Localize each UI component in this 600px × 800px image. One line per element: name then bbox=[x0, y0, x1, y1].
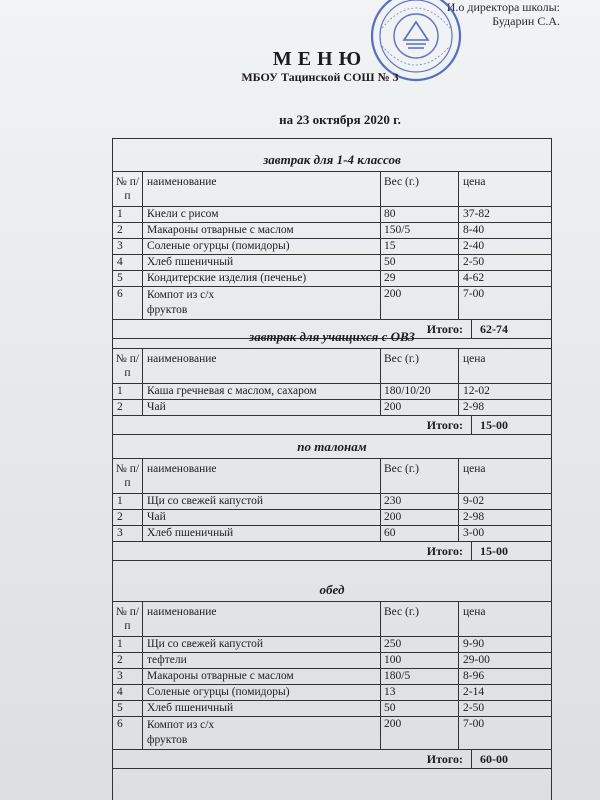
dish-weight: 200 bbox=[381, 717, 459, 749]
table-header bbox=[113, 349, 551, 384]
dish-price: 2-98 bbox=[463, 511, 485, 523]
row-number: 5 bbox=[113, 271, 143, 286]
table-row bbox=[113, 255, 551, 271]
dish-name: Щи со свежей капустой bbox=[143, 494, 381, 509]
total-value: 15-00 bbox=[471, 542, 551, 560]
section-total bbox=[113, 750, 551, 769]
dish-price: 2-98 bbox=[463, 401, 485, 413]
total-label: Итого: bbox=[426, 321, 463, 336]
dish-name: Чай bbox=[143, 400, 381, 415]
dish-name: Кондитерские изделия (печенье) bbox=[143, 271, 381, 286]
row-number: 2 bbox=[113, 400, 143, 415]
dish-price: 8-96 bbox=[463, 670, 485, 682]
total-label: Итого: bbox=[426, 543, 463, 558]
column-number-header: № п/п bbox=[113, 349, 143, 383]
dish-name: Хлеб пшеничный bbox=[143, 255, 381, 270]
dish-price: 37-82 bbox=[463, 208, 490, 220]
menu-section bbox=[113, 436, 551, 561]
menu-section bbox=[113, 326, 551, 435]
row-number: 3 bbox=[113, 239, 143, 254]
dish-price: 8-40 bbox=[463, 224, 485, 236]
column-number-header: № п/п bbox=[113, 602, 143, 636]
menu-section bbox=[113, 149, 551, 339]
dish-weight: 50 bbox=[381, 701, 459, 716]
table-row bbox=[113, 207, 551, 223]
dish-weight: 200 bbox=[381, 287, 459, 319]
table-row bbox=[113, 384, 551, 400]
column-weight-header: Вес (г.) bbox=[381, 172, 459, 206]
table-row bbox=[113, 669, 551, 685]
row-number: 1 bbox=[113, 637, 143, 652]
section-title: обед bbox=[113, 579, 551, 602]
table-row bbox=[113, 701, 551, 717]
section-title: по талонам bbox=[113, 436, 551, 459]
dish-name: Макароны отварные с маслом bbox=[143, 223, 381, 238]
table-row bbox=[113, 717, 551, 750]
dish-weight: 150/5 bbox=[381, 223, 459, 238]
dish-weight: 13 bbox=[381, 685, 459, 700]
table-header bbox=[113, 602, 551, 637]
total-value: 62-74 bbox=[471, 320, 551, 338]
dish-weight: 29 bbox=[381, 271, 459, 286]
dish-weight: 230 bbox=[381, 494, 459, 509]
table-row bbox=[113, 271, 551, 287]
row-number: 2 bbox=[113, 510, 143, 525]
row-number: 2 bbox=[113, 223, 143, 238]
dish-price: 7-00 bbox=[463, 288, 485, 300]
table-row bbox=[113, 223, 551, 239]
page-title: МЕНЮ bbox=[272, 48, 368, 70]
dish-name: Макароны отварные с маслом bbox=[143, 669, 381, 684]
approval-line-2: Бударин С.А. bbox=[492, 14, 560, 28]
column-number-header: № п/п bbox=[113, 459, 143, 493]
row-number: 4 bbox=[113, 685, 143, 700]
total-label: Итого: bbox=[426, 417, 463, 432]
table-header bbox=[113, 172, 551, 207]
dish-name: Щи со свежей капустой bbox=[143, 637, 381, 652]
dish-name: Компот из с/х фруктов bbox=[143, 717, 381, 749]
dish-price: 7-00 bbox=[463, 718, 485, 730]
row-number: 2 bbox=[113, 653, 143, 668]
row-number: 6 bbox=[113, 287, 143, 319]
table-row bbox=[113, 637, 551, 653]
dish-name: Соленые огурцы (помидоры) bbox=[143, 685, 381, 700]
section-total bbox=[113, 542, 551, 561]
dish-weight: 15 bbox=[381, 239, 459, 254]
dish-name: Кнели с рисом bbox=[143, 207, 381, 222]
dish-name: Чай bbox=[143, 510, 381, 525]
section-title: завтрак для 1-4 классов bbox=[113, 149, 551, 172]
column-weight-header: Вес (г.) bbox=[381, 349, 459, 383]
column-price-header: цена bbox=[463, 463, 486, 475]
column-name-header: наименование bbox=[143, 172, 381, 206]
dish-price: 2-14 bbox=[463, 686, 485, 698]
table-row bbox=[113, 400, 551, 416]
dish-price: 2-50 bbox=[463, 702, 485, 714]
dish-name: Каша гречневая с маслом, сахаром bbox=[143, 384, 381, 399]
table-row bbox=[113, 239, 551, 255]
dish-price: 3-00 bbox=[463, 527, 485, 539]
dish-weight: 180/5 bbox=[381, 669, 459, 684]
menu-date: на 23 октября 2020 г. bbox=[279, 112, 401, 127]
dish-name: Хлеб пшеничный bbox=[143, 701, 381, 716]
dish-name: Компот из с/х фруктов bbox=[143, 287, 381, 319]
table-header bbox=[113, 459, 551, 494]
column-name-header: наименование bbox=[143, 602, 381, 636]
row-number: 1 bbox=[113, 207, 143, 222]
table-row bbox=[113, 287, 551, 320]
dish-name: Соленые огурцы (помидоры) bbox=[143, 239, 381, 254]
column-price-header: цена bbox=[463, 606, 486, 618]
column-weight-header: Вес (г.) bbox=[381, 459, 459, 493]
row-number: 1 bbox=[113, 494, 143, 509]
row-number: 4 bbox=[113, 255, 143, 270]
dish-weight: 100 bbox=[381, 653, 459, 668]
approval-line-1: И.о директора школы: bbox=[446, 0, 560, 14]
table-row bbox=[113, 510, 551, 526]
dish-weight: 250 bbox=[381, 637, 459, 652]
column-price-header: цена bbox=[463, 353, 486, 365]
column-weight-header: Вес (г.) bbox=[381, 602, 459, 636]
row-number: 6 bbox=[113, 717, 143, 749]
dish-price: 2-40 bbox=[463, 240, 485, 252]
column-number-header: № п/п bbox=[113, 172, 143, 206]
table-row bbox=[113, 685, 551, 701]
menu-section bbox=[113, 579, 551, 769]
row-number: 1 bbox=[113, 384, 143, 399]
dish-name: Хлеб пшеничный bbox=[143, 526, 381, 541]
table-row bbox=[113, 653, 551, 669]
row-number: 3 bbox=[113, 526, 143, 541]
dish-weight: 200 bbox=[381, 510, 459, 525]
table-row bbox=[113, 494, 551, 510]
column-price-header: цена bbox=[463, 176, 486, 188]
dish-price: 9-90 bbox=[463, 638, 485, 650]
column-name-header: наименование bbox=[143, 349, 381, 383]
dish-price: 12-02 bbox=[463, 385, 490, 397]
dish-price: 29-00 bbox=[463, 654, 490, 666]
dish-weight: 200 bbox=[381, 400, 459, 415]
dish-name: тефтели bbox=[143, 653, 381, 668]
section-total bbox=[113, 416, 551, 435]
table-row bbox=[113, 526, 551, 542]
total-label: Итого: bbox=[426, 751, 463, 766]
menu-table bbox=[112, 138, 552, 800]
dish-weight: 50 bbox=[381, 255, 459, 270]
dish-price: 4-62 bbox=[463, 272, 485, 284]
column-name-header: наименование bbox=[143, 459, 381, 493]
total-value: 15-00 bbox=[471, 416, 551, 434]
row-number: 5 bbox=[113, 701, 143, 716]
school-name: МБОУ Тацинской СОШ № 3 bbox=[241, 70, 399, 84]
dish-weight: 180/10/20 bbox=[381, 384, 459, 399]
row-number: 3 bbox=[113, 669, 143, 684]
section-title: завтрак для учащихся с ОВЗ bbox=[113, 326, 551, 349]
dish-price: 9-02 bbox=[463, 495, 485, 507]
total-value: 60-00 bbox=[471, 750, 551, 768]
dish-price: 2-50 bbox=[463, 256, 485, 268]
dish-weight: 60 bbox=[381, 526, 459, 541]
dish-weight: 80 bbox=[381, 207, 459, 222]
